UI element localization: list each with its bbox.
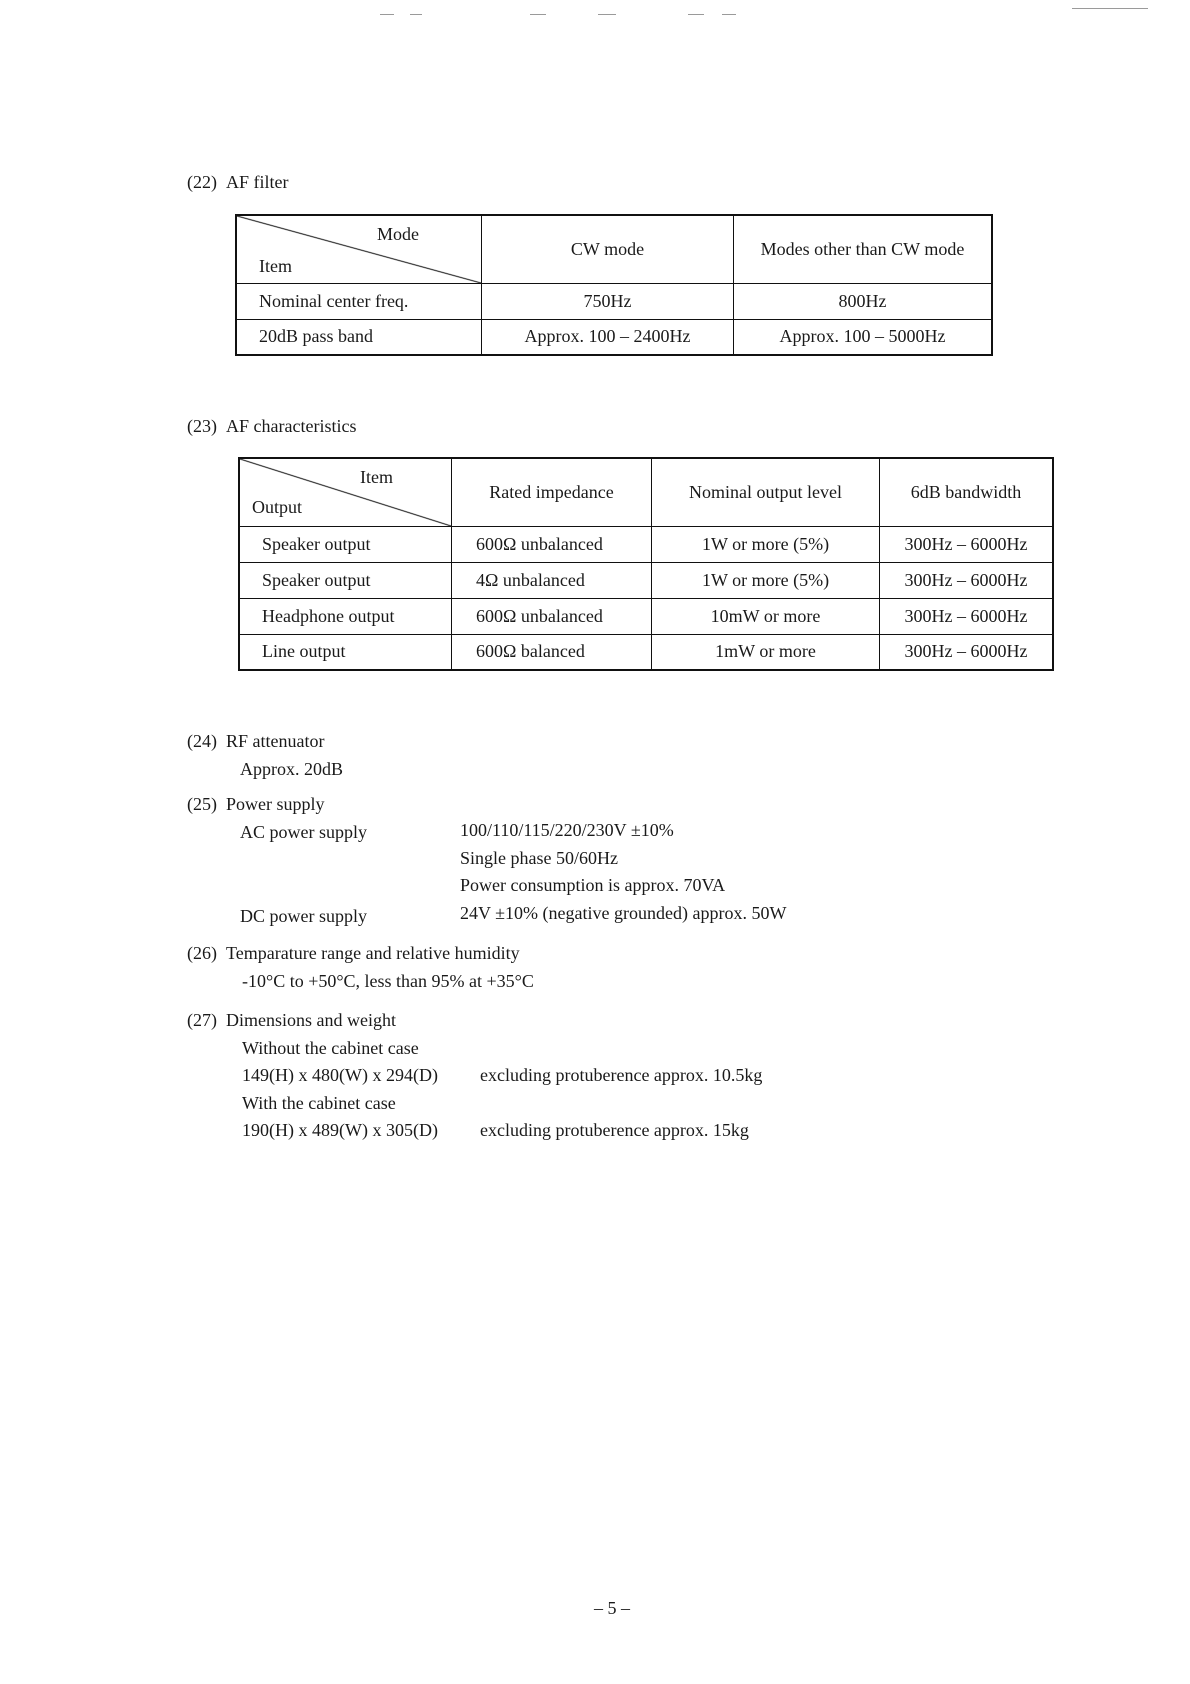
section-number: (23) — [187, 416, 217, 436]
row-label: Speaker output — [239, 526, 452, 562]
section-title: AF characteristics — [226, 416, 357, 436]
scan-mark — [1072, 8, 1148, 9]
corner-header-cell — [236, 215, 482, 283]
table-cell: 1W or more (5%) — [652, 526, 880, 562]
corner-header-cell — [239, 458, 452, 526]
scan-mark — [598, 14, 616, 15]
ac-power-line: 100/110/115/220/230V ±10% — [460, 820, 674, 840]
table-row — [236, 319, 992, 355]
rf-attenuator-value: Approx. 20dB — [240, 759, 343, 779]
dc-power-value: 24V ±10% (negative grounded) approx. 50W — [460, 903, 787, 923]
table-row — [236, 283, 992, 319]
table-cell: 1W or more (5%) — [652, 562, 880, 598]
corner-label-item: Item — [360, 467, 393, 487]
without-case-weight: excluding protuberence approx. 10.5kg — [480, 1065, 763, 1085]
column-header: Modes other than CW mode — [734, 215, 993, 283]
section-title: Dimensions and weight — [226, 1010, 396, 1030]
section-title: RF attenuator — [226, 731, 325, 751]
table-cell: 800Hz — [734, 283, 993, 319]
ac-power-label: AC power supply — [240, 822, 367, 842]
table-cell: 10mW or more — [652, 598, 880, 634]
table-cell: 300Hz – 6000Hz — [880, 598, 1054, 634]
section-26-heading — [187, 943, 520, 964]
section-title: Temparature range and relative humidity — [226, 943, 520, 963]
scan-mark — [410, 14, 422, 15]
table-cell: 300Hz – 6000Hz — [880, 526, 1054, 562]
without-case-label: Without the cabinet case — [242, 1038, 419, 1058]
corner-label-output: Output — [252, 496, 303, 517]
column-header: Nominal output level — [652, 458, 880, 526]
table-cell: 1mW or more — [652, 634, 880, 670]
section-24-heading — [187, 731, 324, 752]
dc-power-label: DC power supply — [240, 906, 367, 926]
ac-power-line: Power consumption is approx. 70VA — [460, 875, 726, 895]
table-cell: 750Hz — [482, 283, 734, 319]
with-case-weight: excluding protuberence approx. 15kg — [480, 1120, 749, 1140]
column-header: Rated impedance — [452, 458, 652, 526]
af-filter-table — [235, 214, 993, 356]
column-header: CW mode — [482, 215, 734, 283]
table-cell: 4Ω unbalanced — [452, 562, 652, 598]
scan-mark — [380, 14, 394, 15]
table-cell: 300Hz – 6000Hz — [880, 634, 1054, 670]
section-number: (26) — [187, 943, 217, 963]
row-label: 20dB pass band — [236, 319, 482, 355]
scan-mark — [530, 14, 546, 15]
table-cell: Approx. 100 – 5000Hz — [734, 319, 993, 355]
column-header: 6dB bandwidth — [880, 458, 1054, 526]
corner-label-item: Item — [259, 255, 292, 276]
row-label: Speaker output — [239, 562, 452, 598]
section-23-heading — [187, 416, 356, 437]
table-cell: 600Ω unbalanced — [452, 526, 652, 562]
table-cell: 600Ω unbalanced — [452, 598, 652, 634]
table-row — [239, 526, 1053, 562]
with-case-dimensions: 190(H) x 489(W) x 305(D) — [242, 1120, 438, 1140]
scan-mark — [688, 14, 704, 15]
section-number: (25) — [187, 794, 217, 814]
section-number: (27) — [187, 1010, 217, 1030]
table-row — [239, 562, 1053, 598]
page-number: – 5 – — [594, 1598, 630, 1618]
table-cell: Approx. 100 – 2400Hz — [482, 319, 734, 355]
corner-label-mode: Mode — [377, 224, 419, 244]
section-27-heading — [187, 1010, 396, 1031]
section-number: (24) — [187, 731, 217, 751]
section-title: Power supply — [226, 794, 325, 814]
table-row — [239, 634, 1053, 670]
table-cell: 300Hz – 6000Hz — [880, 562, 1054, 598]
section-number: (22) — [187, 172, 217, 192]
af-characteristics-table — [238, 457, 1054, 671]
table-row — [239, 598, 1053, 634]
without-case-dimensions: 149(H) x 480(W) x 294(D) — [242, 1065, 438, 1085]
row-label: Nominal center freq. — [236, 283, 482, 319]
temperature-range-value: -10°C to +50°C, less than 95% at +35°C — [242, 971, 534, 991]
scan-mark — [722, 14, 736, 15]
table-cell: 600Ω balanced — [452, 634, 652, 670]
row-label: Headphone output — [239, 598, 452, 634]
section-25-heading — [187, 794, 325, 815]
row-label: Line output — [239, 634, 452, 670]
with-case-label: With the cabinet case — [242, 1093, 396, 1113]
ac-power-line: Single phase 50/60Hz — [460, 848, 618, 868]
section-22-heading — [187, 172, 289, 193]
section-title: AF filter — [226, 172, 289, 192]
